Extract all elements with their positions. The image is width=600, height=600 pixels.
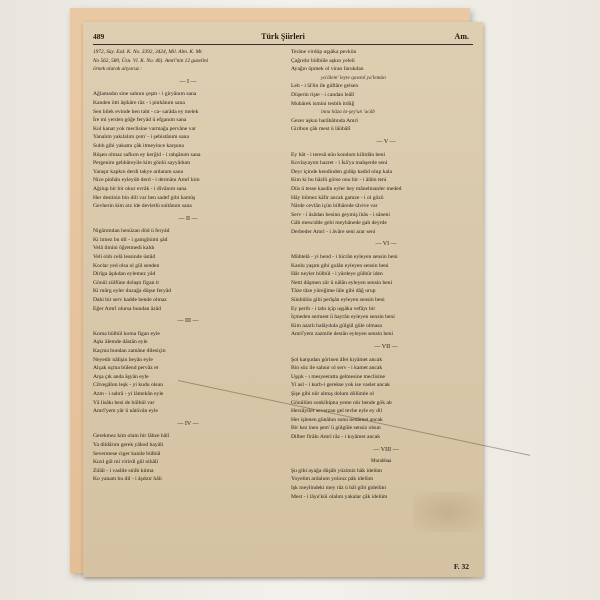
verse-line: Hây bilmez kâfir ancak gamze - i ol gözü — [291, 194, 384, 201]
verse-line: Şol karşudan görinen âfet kıyâmet ancak — [291, 356, 383, 363]
verse-line: Yâ lisâkı besi de bülbül var — [93, 399, 155, 406]
verse-line: Alçak uçma bülend pervâz et — [93, 365, 159, 372]
verse-line: Gönülüm sonkibipna yeme nûr bende gök ab — [291, 399, 392, 406]
source-note: No 562, 580, Üsn. Vl. K. No. 46). Amrî'nin 12 gazelini — [93, 57, 209, 64]
verse-line: Hâr neyler bülbül - i yârdeye gülbür iden — [291, 271, 383, 278]
verse-line: Kim azarlı halâyıkda gülgül güle olmasa — [291, 322, 382, 329]
verse-line: Mest - i lâyu'küi olalım yakalar çâk idelüm — [291, 493, 388, 500]
verse-line: Kanlu yaşım gibi gulân eyleyen sensin beni — [291, 262, 389, 269]
verse-line: İre mi yerden göğe feryâd ü efganım sana — [93, 117, 187, 124]
poem-heading: — IV — — [177, 420, 199, 427]
verse-line: Dilber firâkı Amrî râz - i kıyâmet ancak — [291, 433, 380, 440]
verse-line: Nârde cevlân içün bilhârede tâvive var — [291, 203, 378, 210]
verse-line: Severmese ciger kanile bülbül — [93, 450, 161, 457]
margin-note: Murabbaa — [371, 459, 392, 465]
verse-line: Yi asl - i kurb-i gerekse yok ise vaslet ancak — [291, 382, 390, 389]
verse-line: Dirîga âşıkdan eylemez yâd — [93, 271, 156, 278]
verse-line: Her destinin bin dili var ben sadef gibi hamûş — [93, 194, 196, 201]
poem-heading: — VII — — [374, 344, 398, 350]
verse-line: Azm - i sabrâ - yi lâmekân eyle — [93, 390, 164, 397]
poem-heading: — III — — [177, 318, 199, 325]
verse-line: Uşşık - ı mesyeeratta gelmesine meclisine — [291, 373, 385, 380]
verse-line: Tâze tâze yüreğime lâle gibi dâğ urup — [291, 288, 376, 295]
verse-line: Kim ki bu bâzlû görse onu bir - i âlâin teni — [291, 177, 387, 184]
verse-line: Gönül zülfüne dolaştı figan it — [93, 279, 159, 286]
verse-line: Subh gibi yakamı çâk itmeyince karşuna — [93, 142, 184, 149]
verse-line: Yanalım yakılalım çem' - i şebistânım sana — [93, 134, 189, 141]
verse-line: Zülâl - i vaslile sirâb kılma — [93, 467, 154, 474]
verse-line: Koma bülbül koma figan eyle — [93, 330, 160, 337]
verse-line: Dahi bir serv kadde bende olmaz — [93, 297, 167, 304]
poem-heading: — VIII — — [373, 446, 399, 453]
verse-line: Herzâyiler severzan gel tevbe eyle ey dil — [291, 408, 383, 415]
verse-line: Serv - i âsâdan besinn geymiş ihâs - i sâneni — [291, 211, 390, 218]
verse-line: Mübtelâ - yi bend - i hicrân eyleyen sensin beni — [291, 254, 398, 261]
verse-line: Ey bât - i teresâ nün kondum kilitdân beni — [291, 151, 386, 158]
arabic-quote: inna hâza la-şey'un 'acâb — [321, 109, 375, 116]
verse-line: Kanden ötti âşikâre râz - i pinhânım sana — [93, 99, 185, 106]
arabic-quote: ya'âlem' leyte qawmî ya'lemûn — [321, 74, 386, 81]
verse-line: Gezer aşkın harâbâtında Amrî — [291, 117, 358, 124]
verse-line: Bin söz ile sahnır ol serv - i kamet ancak — [291, 365, 383, 372]
verse-line: Velâ ilmini öğretmedi kaldı — [93, 245, 155, 252]
header-rule — [93, 44, 473, 45]
verse-line: Kul kanat yok meclisine varmağa pervâne var — [93, 125, 196, 132]
verse-line: Ko yanam bu dil - i âşıktır hâli — [93, 476, 162, 483]
poem-heading: — II — — [178, 215, 198, 222]
verse-line: Ağılup bir bir okur evrâk - i dîvânım sana — [93, 185, 187, 192]
verse-line: Cilvegâhın leşk - yi kudu olsun — [93, 382, 164, 389]
left-column — [93, 48, 283, 484]
verse-line: İçmeden sermest ü hayrân eyleyen sensin beni — [291, 314, 395, 321]
verse-line: Sünbülüs gibi perîşân eyleyen sensin beni — [291, 297, 385, 304]
verse-line: Eğer Amrî olursa bundan âzâd — [93, 305, 162, 312]
verse-line: Ayağın öpmek ol viran farukdan — [291, 66, 364, 73]
verse-line: Veli oldı celâ lessinde üstâd — [93, 254, 156, 261]
verse-line: Bir kez inen şem' ü gülgüle sensiz olsun — [291, 425, 381, 432]
running-title: Türk Şiirleri — [261, 32, 305, 41]
verse-line: Terâne virdüp uşşâka pevkün — [291, 49, 357, 55]
verse-line: Şu gibi ayağa düşüb yüzimiz hâk idelüm — [291, 467, 383, 474]
verse-line: Koclar yed olsa ol gül senden — [93, 262, 160, 269]
verse-line: Gevherin kim arz ide devletlü sultânım sana — [93, 203, 192, 210]
source-note: örnek olarak alıyoruz : — [93, 66, 142, 73]
signature-mark: F. 32 — [453, 562, 469, 571]
verse-line: Gâh mescidde gehi meyhânede gah deyrde — [291, 220, 387, 227]
verse-line: Ki itmez bu dil - i gamgînimi şâd — [93, 236, 168, 243]
verse-line: Neyedir nâlişin beyân eyle — [93, 356, 153, 363]
verse-line: Mubârek ismini tesbih itdüğ — [291, 100, 355, 107]
verse-line: Sen bilek evinde ben taht - ca- sarâda ey melek — [93, 108, 199, 115]
verse-line: Derbeder Amrî - i âvâre seni arar seni — [291, 228, 376, 235]
verse-line: Giribon çâk mest ü lâübâlî — [291, 126, 351, 133]
verse-line: Aşkı âlemde dâstân eyle — [93, 339, 148, 346]
right-column — [291, 48, 481, 501]
verse-line: Çağırdır bülbüle aşkın yeleli — [291, 57, 355, 64]
verse-line: Ağlamadın sine sahnın çeşm - i giryânım sana — [93, 91, 197, 98]
poem-heading: — V — — [376, 138, 396, 145]
verse-line: Arşa çık anda âşyân eyle — [93, 373, 149, 380]
poem-heading: — VI — — [375, 241, 397, 248]
verse-line: Deyr içinde kendinden gidüp kadid olup kala — [291, 168, 392, 175]
section-code: Am. — [454, 32, 469, 41]
verse-line: Düs ü tesse kasdin eyler hey mânelmanler meded — [291, 185, 402, 192]
verse-line: Işk meylindeki mey râz ü hâl gibi gidelüm — [291, 484, 386, 491]
verse-line: Netti düşmen zâr ü nâlân eyleyen sensin beni — [291, 279, 393, 286]
verse-line: Yoyelim ardalum yolınız pâk idelüm — [291, 476, 374, 483]
verse-line: Gerekmez kim olam bir lâhze hâlî — [93, 433, 170, 440]
verse-line: Ya dildârım gerek yâhod hayâli — [93, 441, 164, 448]
verse-line: Kızıl gül mi virirdi gül nihâli — [93, 459, 159, 466]
page-number: 489 — [93, 32, 105, 41]
verse-line: Kovlayayım hazret - i İsâ'ya mahşerde seni — [291, 160, 388, 167]
verse-line: Amrî'yem yâr ü nâtüvân eyle — [93, 408, 159, 415]
verse-line: Düşerin rişte - i candan leâlî — [291, 91, 355, 98]
verse-line: Amrî'yem zazmile destân eyleyen sensin beni — [291, 331, 394, 338]
verse-line: Pergenim gehbâreyile kim gönlü sayyâdum — [93, 160, 191, 167]
verse-line: Yaraşır kapkın derdi takye ardanım sana — [93, 168, 183, 175]
poem-heading: — I — — [179, 78, 197, 85]
verse-line: Kaçma bundan zamâne dilesiçin — [93, 348, 166, 354]
verse-line: Her işlenen günâhın sonu nedâmet ancak — [291, 416, 383, 423]
verse-line: Ki mürg eyler duzağa düşse feryâd — [93, 288, 172, 295]
page-header — [83, 22, 483, 46]
verse-line: Leb - i lâ'lin ile güftâre gelsen — [291, 83, 359, 90]
source-note: 1972, Süy. Ezd. K. No. 3392, 3424, Mil. Alm. K. Mr. — [93, 49, 203, 55]
verse-line: Nice pinhân eyleyüb derd - i dermânı Amrî kim — [93, 177, 200, 184]
verse-line: Ey perih - i tabı içip uşşâka vefâyı bir — [291, 305, 376, 312]
verse-line: Şişe gibi nûr almış dolum dölümle ol — [291, 390, 374, 397]
verse-line: Nigârımdan henüzan död ü feryâd — [93, 228, 170, 235]
document-page — [83, 22, 483, 577]
verse-line: Rûşen olmaz safkım ey kerğid - i rahşânım sana — [93, 151, 201, 158]
